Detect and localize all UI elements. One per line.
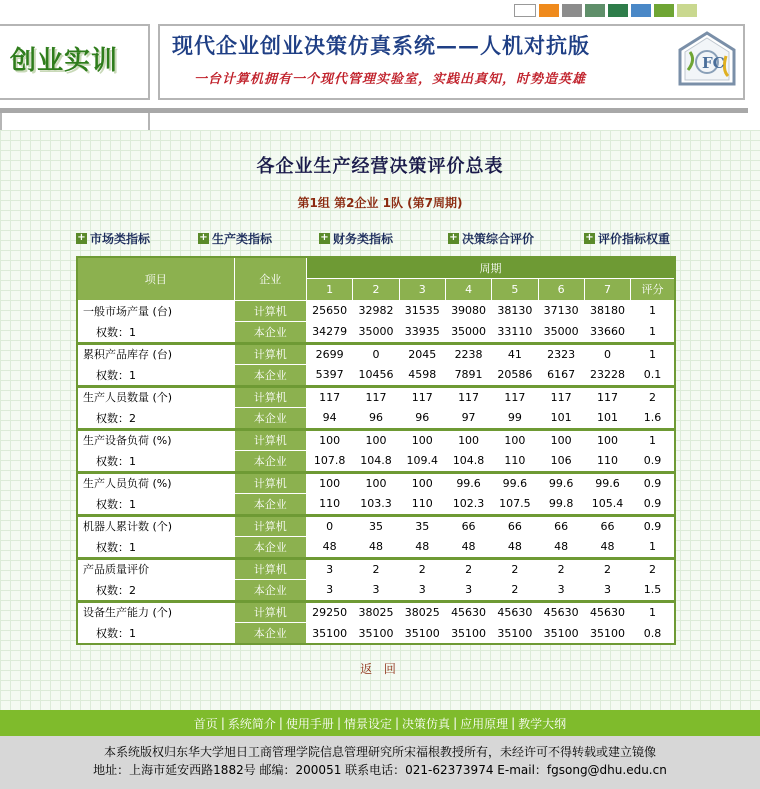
period-value-cell: 35000 — [538, 322, 584, 344]
expand-plus-icon: + — [77, 232, 86, 243]
period-value-cell: 117 — [584, 386, 630, 408]
nav-scenario-setup[interactable]: 情景设定 — [343, 716, 392, 731]
period-value-cell: 104.8 — [445, 451, 491, 473]
period-value-cell: 100 — [399, 429, 445, 451]
row-item-name: 产品质量评价 — [77, 558, 234, 580]
period-value-cell: 100 — [492, 429, 538, 451]
theme-swatch[interactable] — [677, 4, 697, 17]
row-computer-label: 计算机 — [234, 429, 306, 451]
nav-separator: | — [395, 716, 400, 730]
period-value-cell: 39080 — [445, 300, 491, 322]
row-computer-label: 计算机 — [234, 343, 306, 365]
period-value-cell: 23228 — [584, 365, 630, 387]
header-divider — [0, 98, 148, 100]
period-value-cell: 106 — [538, 451, 584, 473]
period-value-cell: 107.8 — [307, 451, 353, 473]
period-value-cell: 33110 — [492, 322, 538, 344]
period-value-cell: 25650 — [307, 300, 353, 322]
header-period: 周期 — [307, 257, 675, 279]
header-score: 评分 — [631, 279, 675, 301]
group-company-info: 第1组 第2企业 1队 (第7周期) — [297, 196, 463, 210]
period-value-cell: 3 — [353, 580, 399, 602]
color-theme-picker — [514, 4, 697, 18]
score-cell: 0.1 — [631, 365, 675, 387]
expand-plus-icon: + — [585, 232, 594, 243]
tab-overall-evaluation[interactable] — [448, 230, 534, 247]
period-value-cell: 2 — [445, 558, 491, 580]
nav-separator: | — [278, 716, 283, 730]
period-value-cell: 37130 — [538, 300, 584, 322]
contact-line: 地址：上海市延安西路1882号 邮编：200051 联系电话：021-62373974 E-mail：fgsong@dhu.edu.cn — [93, 763, 667, 777]
table-row — [77, 408, 675, 430]
period-value-cell: 3 — [584, 580, 630, 602]
period-value-cell: 0 — [584, 343, 630, 365]
period-value-cell: 4598 — [399, 365, 445, 387]
header-divider — [158, 24, 160, 100]
period-value-cell: 100 — [399, 472, 445, 494]
row-item-name: 设备生产能力 (个) — [77, 601, 234, 623]
period-value-cell: 34279 — [307, 322, 353, 344]
period-value-cell: 31535 — [399, 300, 445, 322]
period-value-cell: 48 — [307, 537, 353, 559]
nav-system-intro[interactable]: 系统简介 — [227, 716, 276, 731]
period-value-cell: 66 — [492, 515, 538, 537]
table-row — [77, 300, 675, 322]
period-value-cell: 99.6 — [584, 472, 630, 494]
table-row — [77, 429, 675, 451]
fc-house-logo-icon — [676, 30, 738, 88]
nav-home[interactable]: 首页 — [193, 716, 218, 731]
period-value-cell: 2045 — [399, 343, 445, 365]
header-period-num: 2 — [353, 279, 399, 301]
tab-label: 财务类指标 — [333, 232, 394, 246]
tab-label: 评价指标权重 — [598, 232, 671, 246]
period-value-cell: 104.8 — [353, 451, 399, 473]
period-value-cell: 33935 — [399, 322, 445, 344]
row-company-label: 本企业 — [234, 451, 306, 473]
period-value-cell: 2238 — [445, 343, 491, 365]
period-value-cell: 2 — [492, 580, 538, 602]
row-computer-label: 计算机 — [234, 386, 306, 408]
row-item-weight: 权数：2 — [77, 408, 234, 430]
period-value-cell: 48 — [538, 537, 584, 559]
row-company-label: 本企业 — [234, 623, 306, 645]
table-row — [77, 322, 675, 344]
period-value-cell: 2 — [353, 558, 399, 580]
evaluation-table — [76, 256, 676, 645]
back-link[interactable]: 返 回 — [360, 662, 400, 676]
theme-swatch[interactable] — [654, 4, 674, 17]
period-value-cell: 100 — [353, 429, 399, 451]
period-value-cell: 99 — [492, 408, 538, 430]
header-divider — [148, 24, 150, 100]
theme-swatch[interactable] — [539, 4, 559, 17]
copyright-footer — [0, 736, 760, 789]
theme-swatch[interactable] — [585, 4, 605, 17]
row-item-weight: 权数：1 — [77, 322, 234, 344]
row-item-weight: 权数：1 — [77, 365, 234, 387]
theme-swatch[interactable] — [608, 4, 628, 17]
period-value-cell: 110 — [307, 494, 353, 516]
row-item-name: 生产设备负荷 (%) — [77, 429, 234, 451]
header-period-num: 7 — [584, 279, 630, 301]
nav-syllabus[interactable]: 教学大纲 — [518, 716, 567, 731]
period-value-cell: 48 — [492, 537, 538, 559]
period-value-cell: 45630 — [445, 601, 491, 623]
score-cell: 1 — [631, 537, 675, 559]
system-slogan: 一台计算机拥有一个现代管理实验室，实践出真知，时势造英雄 — [194, 72, 587, 87]
score-cell: 1 — [631, 322, 675, 344]
period-value-cell: 35100 — [307, 623, 353, 645]
score-cell: 1.5 — [631, 580, 675, 602]
row-company-label: 本企业 — [234, 322, 306, 344]
period-value-cell: 117 — [399, 386, 445, 408]
row-computer-label: 计算机 — [234, 472, 306, 494]
score-cell: 2 — [631, 558, 675, 580]
footer-nav — [0, 710, 760, 736]
row-computer-label: 计算机 — [234, 558, 306, 580]
period-value-cell: 109.4 — [399, 451, 445, 473]
period-value-cell: 41 — [492, 343, 538, 365]
period-value-cell: 99.6 — [492, 472, 538, 494]
row-item-weight: 权数：1 — [77, 451, 234, 473]
header-bar — [0, 108, 748, 113]
expand-plus-icon: + — [449, 232, 458, 243]
period-value-cell: 5397 — [307, 365, 353, 387]
copyright-line: 本系统版权归东华大学旭日工商管理学院信息管理研究所宋福根教授所有，未经许可不得转载或建立镜像 — [103, 745, 656, 759]
period-value-cell: 6167 — [538, 365, 584, 387]
period-value-cell: 66 — [445, 515, 491, 537]
nav-decision-sim[interactable]: 决策仿真 — [402, 716, 451, 731]
table-row — [77, 623, 675, 645]
table-row — [77, 494, 675, 516]
period-value-cell: 66 — [538, 515, 584, 537]
score-cell: 1 — [631, 300, 675, 322]
period-value-cell: 33660 — [584, 322, 630, 344]
period-value-cell: 2323 — [538, 343, 584, 365]
row-company-label: 本企业 — [234, 365, 306, 387]
period-value-cell: 45630 — [584, 601, 630, 623]
table-row — [77, 451, 675, 473]
period-value-cell: 66 — [584, 515, 630, 537]
period-value-cell: 110 — [492, 451, 538, 473]
row-computer-label: 计算机 — [234, 601, 306, 623]
expand-plus-icon: + — [199, 232, 208, 243]
period-value-cell: 35000 — [445, 322, 491, 344]
period-value-cell: 105.4 — [584, 494, 630, 516]
period-value-cell: 3 — [399, 580, 445, 602]
table-row — [77, 601, 675, 623]
row-computer-label: 计算机 — [234, 300, 306, 322]
header-divider — [0, 113, 2, 130]
period-value-cell: 45630 — [538, 601, 584, 623]
period-value-cell: 99.8 — [538, 494, 584, 516]
period-value-cell: 38180 — [584, 300, 630, 322]
period-value-cell: 103.3 — [353, 494, 399, 516]
theme-swatch[interactable] — [631, 4, 651, 17]
header-period-num: 1 — [307, 279, 353, 301]
score-cell: 0.9 — [631, 472, 675, 494]
row-company-label: 本企业 — [234, 537, 306, 559]
period-value-cell: 35100 — [353, 623, 399, 645]
table-row — [77, 515, 675, 537]
period-value-cell: 48 — [445, 537, 491, 559]
table-row — [77, 558, 675, 580]
table-row — [77, 580, 675, 602]
header-divider — [158, 24, 743, 26]
period-value-cell: 35000 — [353, 322, 399, 344]
score-cell: 0.9 — [631, 451, 675, 473]
tab-indicator-weights[interactable] — [584, 230, 670, 247]
brand-logo-text: 创业实训 — [10, 46, 119, 76]
period-value-cell: 100 — [584, 429, 630, 451]
period-value-cell: 35100 — [399, 623, 445, 645]
header-item: 项目 — [77, 257, 234, 300]
row-company-label: 本企业 — [234, 408, 306, 430]
period-value-cell: 2 — [492, 558, 538, 580]
row-item-weight: 权数：2 — [77, 580, 234, 602]
row-computer-label: 计算机 — [234, 515, 306, 537]
row-item-name: 累积产品库存 (台) — [77, 343, 234, 365]
period-value-cell: 35100 — [445, 623, 491, 645]
score-cell: 1 — [631, 601, 675, 623]
table-row — [77, 537, 675, 559]
period-value-cell: 35100 — [538, 623, 584, 645]
period-value-cell: 117 — [353, 386, 399, 408]
nav-separator: | — [336, 716, 341, 730]
period-value-cell: 10456 — [353, 365, 399, 387]
tab-label: 市场类指标 — [90, 232, 151, 246]
header-period-num: 5 — [492, 279, 538, 301]
period-value-cell: 99.6 — [538, 472, 584, 494]
table-row — [77, 343, 675, 365]
score-cell: 1.6 — [631, 408, 675, 430]
period-value-cell: 3 — [307, 558, 353, 580]
score-cell: 0.8 — [631, 623, 675, 645]
period-value-cell: 100 — [538, 429, 584, 451]
tab-market-indicators[interactable] — [76, 230, 150, 247]
period-value-cell: 38025 — [399, 601, 445, 623]
period-value-cell: 3 — [538, 580, 584, 602]
period-value-cell: 117 — [492, 386, 538, 408]
period-value-cell: 96 — [399, 408, 445, 430]
period-value-cell: 117 — [307, 386, 353, 408]
period-value-cell: 102.3 — [445, 494, 491, 516]
table-row — [77, 386, 675, 408]
row-item-name: 一般市场产量 (台) — [77, 300, 234, 322]
period-value-cell: 3 — [307, 580, 353, 602]
period-value-cell: 35 — [399, 515, 445, 537]
table-row — [77, 365, 675, 387]
period-value-cell: 107.5 — [492, 494, 538, 516]
score-cell: 0.9 — [631, 515, 675, 537]
period-value-cell: 48 — [584, 537, 630, 559]
period-value-cell: 48 — [399, 537, 445, 559]
row-company-label: 本企业 — [234, 580, 306, 602]
period-value-cell: 117 — [538, 386, 584, 408]
period-value-cell: 38025 — [353, 601, 399, 623]
period-value-cell: 101 — [584, 408, 630, 430]
period-value-cell: 110 — [399, 494, 445, 516]
period-value-cell: 2 — [538, 558, 584, 580]
row-item-weight: 权数：1 — [77, 537, 234, 559]
tab-production-indicators[interactable] — [198, 230, 272, 247]
row-item-name: 生产人员负荷 (%) — [77, 472, 234, 494]
brand-logo — [0, 26, 148, 98]
nav-separator: | — [453, 716, 458, 730]
period-value-cell: 2 — [584, 558, 630, 580]
theme-swatch[interactable] — [562, 4, 582, 17]
header-period-num: 3 — [399, 279, 445, 301]
period-value-cell: 38130 — [492, 300, 538, 322]
nav-separator: | — [220, 716, 225, 730]
period-value-cell: 97 — [445, 408, 491, 430]
period-value-cell: 45630 — [492, 601, 538, 623]
period-value-cell: 117 — [445, 386, 491, 408]
row-item-weight: 权数：1 — [77, 494, 234, 516]
period-value-cell: 2699 — [307, 343, 353, 365]
period-value-cell: 94 — [307, 408, 353, 430]
period-value-cell: 2 — [399, 558, 445, 580]
tab-finance-indicators[interactable] — [319, 230, 393, 247]
period-value-cell: 101 — [538, 408, 584, 430]
period-value-cell: 3 — [445, 580, 491, 602]
theme-input[interactable] — [514, 4, 536, 17]
period-value-cell: 20586 — [492, 365, 538, 387]
page-title: 各企业生产经营决策评价总表 — [256, 156, 504, 177]
period-value-cell: 110 — [584, 451, 630, 473]
period-value-cell: 100 — [307, 472, 353, 494]
score-cell: 0.9 — [631, 494, 675, 516]
header-company: 企业 — [234, 257, 306, 300]
period-value-cell: 35100 — [584, 623, 630, 645]
system-title: 现代企业创业决策仿真系统——人机对抗版 — [172, 33, 590, 58]
period-value-cell: 0 — [353, 343, 399, 365]
header-divider — [743, 24, 745, 100]
main-content — [0, 130, 760, 710]
score-cell: 1 — [631, 429, 675, 451]
period-value-cell: 99.6 — [445, 472, 491, 494]
tab-label: 决策综合评价 — [462, 232, 535, 246]
fc-logo-text: FC — [702, 54, 725, 72]
nav-user-manual[interactable]: 使用手册 — [285, 716, 334, 731]
nav-separator: | — [511, 716, 516, 730]
header-period-num: 6 — [538, 279, 584, 301]
period-value-cell: 32982 — [353, 300, 399, 322]
period-value-cell: 7891 — [445, 365, 491, 387]
period-value-cell: 35100 — [492, 623, 538, 645]
score-cell: 1 — [631, 343, 675, 365]
period-value-cell: 0 — [307, 515, 353, 537]
period-value-cell: 100 — [307, 429, 353, 451]
period-value-cell: 100 — [445, 429, 491, 451]
header-divider — [148, 113, 150, 130]
nav-app-principles[interactable]: 应用原理 — [460, 716, 509, 731]
period-value-cell: 48 — [353, 537, 399, 559]
period-value-cell: 29250 — [307, 601, 353, 623]
table-row — [77, 472, 675, 494]
row-item-name: 机器人累计数 (个) — [77, 515, 234, 537]
row-item-name: 生产人员数量 (个) — [77, 386, 234, 408]
period-value-cell: 35 — [353, 515, 399, 537]
expand-plus-icon: + — [320, 232, 329, 243]
header-period-num: 4 — [445, 279, 491, 301]
row-item-weight: 权数：1 — [77, 623, 234, 645]
site-header — [0, 0, 760, 130]
period-value-cell: 96 — [353, 408, 399, 430]
period-value-cell: 100 — [353, 472, 399, 494]
header-divider — [158, 98, 745, 100]
row-company-label: 本企业 — [234, 494, 306, 516]
tab-label: 生产类指标 — [212, 232, 273, 246]
score-cell: 2 — [631, 386, 675, 408]
